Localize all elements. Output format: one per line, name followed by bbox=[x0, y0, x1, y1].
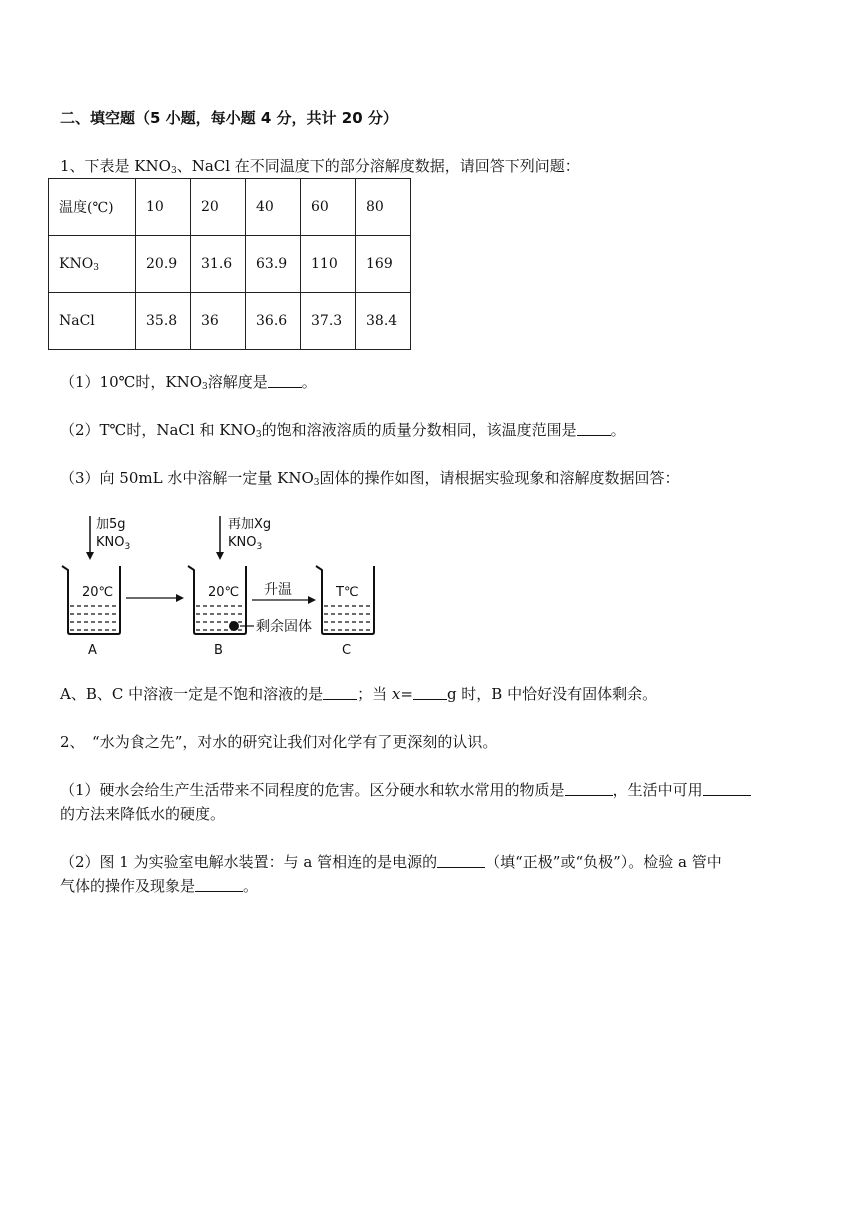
table-cell-temp-label: 温度(℃) bbox=[49, 179, 136, 236]
add-b-sub: 3 bbox=[256, 542, 263, 552]
q1-part2-sub: 3 bbox=[255, 430, 262, 440]
q1-answer-text-b: ；当 bbox=[357, 685, 392, 703]
q1-answer-equals: = bbox=[400, 685, 413, 703]
residue-label: 剩余固体 bbox=[256, 619, 312, 635]
q2-part2-line2 bbox=[60, 876, 258, 896]
arrow-b-to-c-head-icon bbox=[308, 596, 316, 604]
table-cell: 38.4 bbox=[356, 293, 411, 350]
beaker-a-icon bbox=[62, 566, 120, 634]
table-cell-nacl-label: NaCl bbox=[49, 293, 136, 350]
heat-label: 升温 bbox=[264, 582, 292, 598]
add-a-arrowhead-icon bbox=[86, 552, 94, 560]
q1-intro-text-a: 1、下表是 KNO bbox=[60, 157, 171, 175]
q2-part1-line1 bbox=[60, 780, 751, 800]
table-cell: 40 bbox=[246, 179, 301, 236]
kno3-label-sub: 3 bbox=[93, 262, 99, 273]
q2-part1-text-b: ，生活中可用 bbox=[612, 781, 703, 799]
table-cell: 110 bbox=[301, 236, 356, 293]
answer-blank[interactable] bbox=[437, 853, 485, 868]
q2-part1-text-a: （1）硬水会给生产生活带来不同程度的危害。区分硬水和软水常用的物质是 bbox=[60, 781, 565, 799]
q1-part1-end: 。 bbox=[301, 373, 317, 391]
add-a-sub: 3 bbox=[124, 542, 131, 552]
add-b-amount: 再加Xg bbox=[228, 517, 272, 532]
add-a-substance bbox=[96, 535, 130, 552]
table-cell: 35.8 bbox=[136, 293, 191, 350]
table-cell-kno3-label bbox=[49, 236, 136, 293]
answer-blank[interactable] bbox=[577, 421, 611, 436]
q1-answer-text-a: A、B、C 中溶液一定是不饱和溶液的是 bbox=[60, 685, 324, 703]
q1-part1-text-b: 溶解度是 bbox=[207, 373, 268, 391]
q1-intro-sub: 3 bbox=[170, 166, 177, 176]
add-b-arrowhead-icon bbox=[216, 552, 224, 560]
table-row-nacl bbox=[49, 293, 411, 350]
q1-part2-text-b: 的饱和溶液溶质的质量分数相同，该温度范围是 bbox=[261, 421, 577, 439]
table-cell: 169 bbox=[356, 236, 411, 293]
variable-x: x bbox=[391, 685, 401, 703]
answer-blank[interactable] bbox=[413, 685, 447, 700]
table-cell: 36.6 bbox=[246, 293, 301, 350]
beaker-b-temp: 20℃ bbox=[208, 585, 240, 600]
q1-part1-sub: 3 bbox=[202, 382, 208, 392]
q1-part1-text-a: （1）10℃时，KNO bbox=[60, 373, 203, 391]
add-b-formula: KNO bbox=[228, 535, 257, 550]
table-cell: 31.6 bbox=[191, 236, 246, 293]
answer-blank[interactable] bbox=[323, 685, 357, 700]
beaker-c-label: C bbox=[342, 643, 352, 658]
q1-part3-sub: 3 bbox=[313, 478, 320, 488]
table-cell: 10 bbox=[136, 179, 191, 236]
q1-part2-text-a: （2）T℃时，NaCl 和 KNO bbox=[60, 421, 256, 439]
table-cell: 20 bbox=[191, 179, 246, 236]
add-a-amount: 加5g bbox=[96, 517, 126, 532]
beaker-a-temp: 20℃ bbox=[82, 585, 114, 600]
beaker-c-temp: T℃ bbox=[336, 585, 359, 600]
beaker-b-label: B bbox=[214, 643, 223, 658]
q1-part2 bbox=[60, 420, 626, 445]
answer-blank[interactable] bbox=[703, 781, 751, 796]
table-row-temperature bbox=[49, 179, 411, 236]
kno3-label-text: KNO bbox=[59, 255, 94, 272]
q2-intro: 2、 “水为食之先”，对水的研究让我们对化学有了更深刻的认识。 bbox=[60, 733, 498, 751]
section-heading: 二、填空题（5 小题，每小题 4 分，共计 20 分） bbox=[60, 109, 398, 127]
arrow-a-to-b-head-icon bbox=[176, 594, 184, 602]
q2-part1-line2: 的方法来降低水的硬度。 bbox=[60, 805, 226, 823]
q2-part2-text-a: （2）图 1 为实验室电解水装置：与 a 管相连的是电源的 bbox=[60, 853, 438, 871]
q1-answer-text-d: g 时，B 中恰好没有固体剩余。 bbox=[446, 685, 658, 703]
q1-part3 bbox=[60, 468, 680, 493]
table-cell: 80 bbox=[356, 179, 411, 236]
add-b-substance bbox=[228, 535, 262, 552]
q2-part2-end: 。 bbox=[243, 877, 259, 895]
q1-part3-text-b: 固体的操作如图，请根据实验现象和溶解度数据回答： bbox=[319, 469, 680, 487]
q2-part2-text-c: 气体的操作及现象是 bbox=[60, 877, 196, 895]
q1-part3-text-a: （3）向 50mL 水中溶解一定量 KNO bbox=[60, 469, 314, 487]
q1-intro-text-b: 、NaCl 在不同温度下的部分溶解度数据，请回答下列问题： bbox=[176, 157, 580, 175]
experiment-figure bbox=[58, 510, 398, 660]
residue-solid-icon bbox=[229, 621, 239, 631]
add-a-formula: KNO bbox=[96, 535, 125, 550]
table-cell: 37.3 bbox=[301, 293, 356, 350]
q1-part1 bbox=[60, 372, 317, 397]
beaker-a-label: A bbox=[88, 643, 97, 658]
q2-part2-text-b: （填“正极”或“负极”）。检验 a 管中 bbox=[485, 853, 722, 871]
table-row-kno3 bbox=[49, 236, 411, 293]
q2-part2-line1 bbox=[60, 852, 722, 872]
answer-blank[interactable] bbox=[268, 373, 302, 388]
table-cell: 60 bbox=[301, 179, 356, 236]
solubility-table bbox=[48, 178, 411, 350]
beaker-b-icon bbox=[188, 566, 246, 634]
beaker-c-icon bbox=[316, 566, 374, 634]
q1-answer-line bbox=[60, 684, 657, 704]
answer-blank[interactable] bbox=[565, 781, 613, 796]
answer-blank[interactable] bbox=[195, 877, 243, 892]
table-cell: 36 bbox=[191, 293, 246, 350]
q1-part2-end: 。 bbox=[610, 421, 626, 439]
table-cell: 20.9 bbox=[136, 236, 191, 293]
table-cell: 63.9 bbox=[246, 236, 301, 293]
